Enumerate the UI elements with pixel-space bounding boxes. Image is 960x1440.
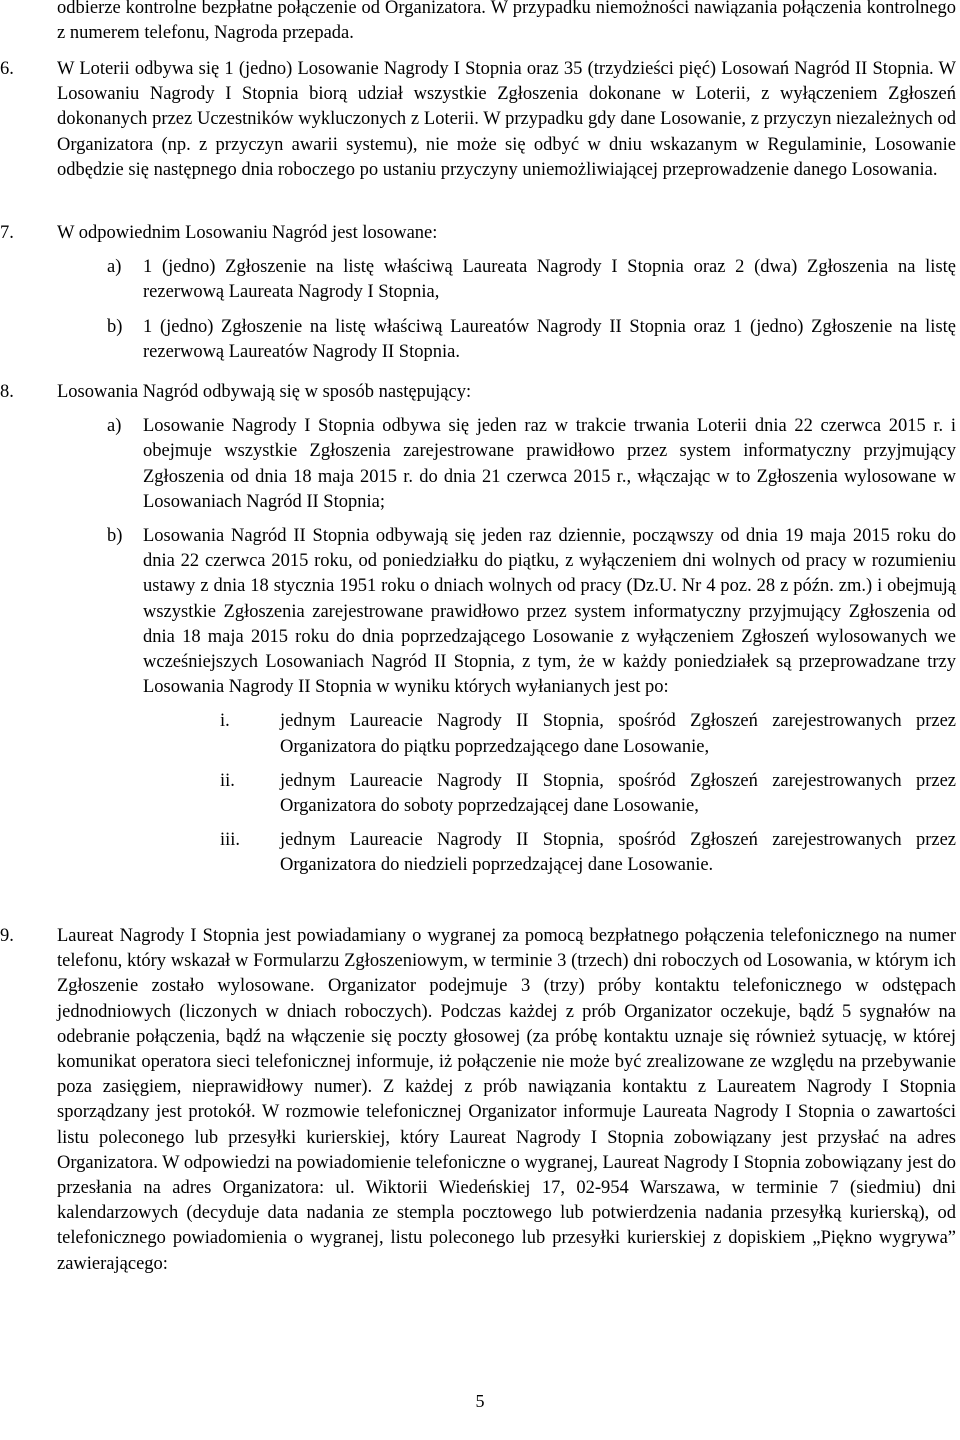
continuation-paragraph: odbierze kontrolne bezpłatne połączenie od Organizatora. W przypadku niemożności nawiązania połączenia kontrolnego z numerem telefonu, Nagroda przepada. (57, 0, 956, 44)
item-number: 9. (0, 926, 14, 946)
sub-item-label: b) (107, 316, 123, 337)
item-body (57, 380, 956, 888)
list-item-9 (0, 924, 956, 1384)
list-item-6 (0, 57, 956, 207)
list-item-8 (0, 380, 956, 910)
item-text: W odpowiednim Losowaniu Nagród jest losowane: (57, 223, 438, 243)
sub-item-text: 1 (jedno) Zgłoszenie na listę właściwą Laureata Nagrody I Stopnia oraz 2 (dwa) Zgłoszenia na listę rezerwową Laureata Nagrody I Stopnia, (143, 257, 956, 303)
item-number: 8. (0, 382, 14, 402)
item-text: Losowania Nagród odbywają się w sposób następujący: (57, 382, 472, 402)
sub-sub-item-label: ii. (220, 770, 235, 791)
sub-sub-item-i (220, 709, 956, 759)
sub-sub-item-ii (220, 769, 956, 819)
sub-sub-item-text: jednym Laureacie Nagrody II Stopnia, spośród Zgłoszeń zarejestrowanych przez Organizatora do piątku poprzedzającego dane Losowanie, (280, 711, 956, 757)
item-text: W Loterii odbywa się 1 (jedno) Losowanie Nagrody I Stopnia oraz 35 (trzydzieści pięć) Losowań Nagród II Stopnia. W Losowaniu Nagrody I Stopnia biorą udział wszystkie Zgłoszenia dokonane w Loterii, z wyłączeniem Zgłoszeń dokonanych przez Uczestników wykluczonych z Loterii. W przypadku gdy dane Losowanie, z przyczyn niezależnych od Organizatora (np. z przyczyn awarii systemu), nie może się odbyć w dniu wskazanym w Regulaminie, Losowanie odbędzie się następnego dnia roboczego po ustaniu przyczyny uniemożliwiającej przeprowadzenie danego Losowania. (57, 59, 956, 180)
sub-item-b (0, 524, 956, 700)
sub-item-a (0, 414, 956, 515)
item-number: 6. (0, 59, 14, 79)
sub-item-label: b) (107, 526, 123, 547)
list-item-7 (0, 221, 956, 361)
page-number: 5 (475, 1391, 485, 1411)
sub-item-label: a) (107, 257, 122, 278)
sub-sub-item-label: iii. (220, 830, 241, 851)
sub-item-text: 1 (jedno) Zgłoszenie na listę właściwą Laureatów Nagrody II Stopnia oraz 1 (jedno) Zgłoszenie na listę rezerwową Laureatów Nagrody II Stopnia. (143, 316, 956, 362)
sub-sub-item-label: i. (220, 711, 230, 732)
sub-sub-item-text: jednym Laureacie Nagrody II Stopnia, spośród Zgłoszeń zarejestrowanych przez Organizatora do niedzieli poprzedzającej dane Losowanie. (280, 830, 956, 876)
sub-item-text: Losowania Nagród II Stopnia odbywają się jeden raz dziennie, począwszy od dnia 19 maja 2015 roku do dnia 22 czerwca 2015 roku, od poniedziałku do piątku, z wyłączeniem dni wolnych od pracy w rozumieniu ustawy z dnia 18 stycznia 1951 roku o dniach wolnych od pracy (Dz.U. Nr 4 poz. 28 z późn. zm.) i obejmują wszystkie Zgłoszenia zarejestrowane prawidłowo przez system informatyczny przyjmujący Zgłoszenia od dnia 18 maja 2015 roku do dnia poprzedzającego Losowanie z wyłączeniem Zgłoszeń wylosowanych we wcześniejszych Losowaniach Nagród II Stopnia, z tym, że w każdy poniedziałek są przeprowadzane trzy Losowania Nagrody II Stopnia w wyniku których wyłanianych jest po: (143, 526, 956, 698)
sub-sub-item-iii (220, 828, 956, 878)
sub-item-label: a) (107, 416, 122, 437)
sub-item-text: Losowanie Nagrody I Stopnia odbywa się jeden raz w trakcie trwania Loterii dnia 22 czerwca 2015 r. i obejmuje wszystkie Zgłoszenia zarejestrowane prawidłowo przez system informatyczny przyjmujący Zgłoszenia od dnia 18 maja 2015 r. do dnia 21 czerwca 2015 r., włączając w to Zgłoszenia wylosowane w Losowaniach Nagród II Stopnia; (143, 416, 956, 512)
sub-sub-item-text: jednym Laureacie Nagrody II Stopnia, spośród Zgłoszeń zarejestrowanych przez Organizatora do soboty poprzedzającej dane Losowanie, (280, 770, 956, 817)
sub-item-b (0, 315, 956, 365)
sub-item-a (0, 255, 956, 305)
item-text: Laureat Nagrody I Stopnia jest powiadamiany o wygranej za pomocą bezpłatnego połączenia telefonicznego na numer telefonu, który wskazał w Formularzu Zgłoszeniowym, w terminie 3 (trzech) dni roboczych od Losowania, w którym ich Zgłoszenie zostało wylosowane. Organizator podejmuje 3 (trzy) próby kontaktu telefonicznego w odstępach jednodniowych (liczonych w dniach roboczych). Podczas każdej z prób Organizator oczekuje, bądź 5 sygnałów na odebranie połączenia, bądź na włączenie się poczty głosowej (za próbę kontaktu uznaje się również sytuację, w której komunikat operatora sieci telefonicznej informuje, iż połączenie nie może być zrealizowane ze względu na przebywanie poza zasięgiem, nieprawidłowy numer). Z każdej z prób nawiązania kontaktu z Laureatem Nagrody I Stopnia sporządzany jest protokół. W rozmowie telefonicznej Organizator informuje Laureata Nagrody I Stopnia o zawartości listu poleconego lub przesyłki kurierskiej, który Laureat Nagrody I Stopnia zobowiązany jest przysłać na adres Organizatora. W odpowiedzi na powiadomienie telefoniczne o wygranej, Laureat Nagrody I Stopnia zobowiązany jest do przesłania na adres Organizatora: ul. Wiktorii Wiedeńskiej 17, 02-954 Warszawa, w terminie 7 (siedmiu) dni kalendarzowych (decyduje data nadania ze stempla pocztowego lub potwierdzenia nadania przesyłką kurierską), od telefonicznego powiadomienia o wygranej, listu poleconego lub przesyłki kurierskiej z dopiskiem „Piękno wygrywa” zawierającego: (57, 926, 957, 1274)
item-body (57, 221, 956, 374)
item-number: 7. (0, 223, 14, 243)
